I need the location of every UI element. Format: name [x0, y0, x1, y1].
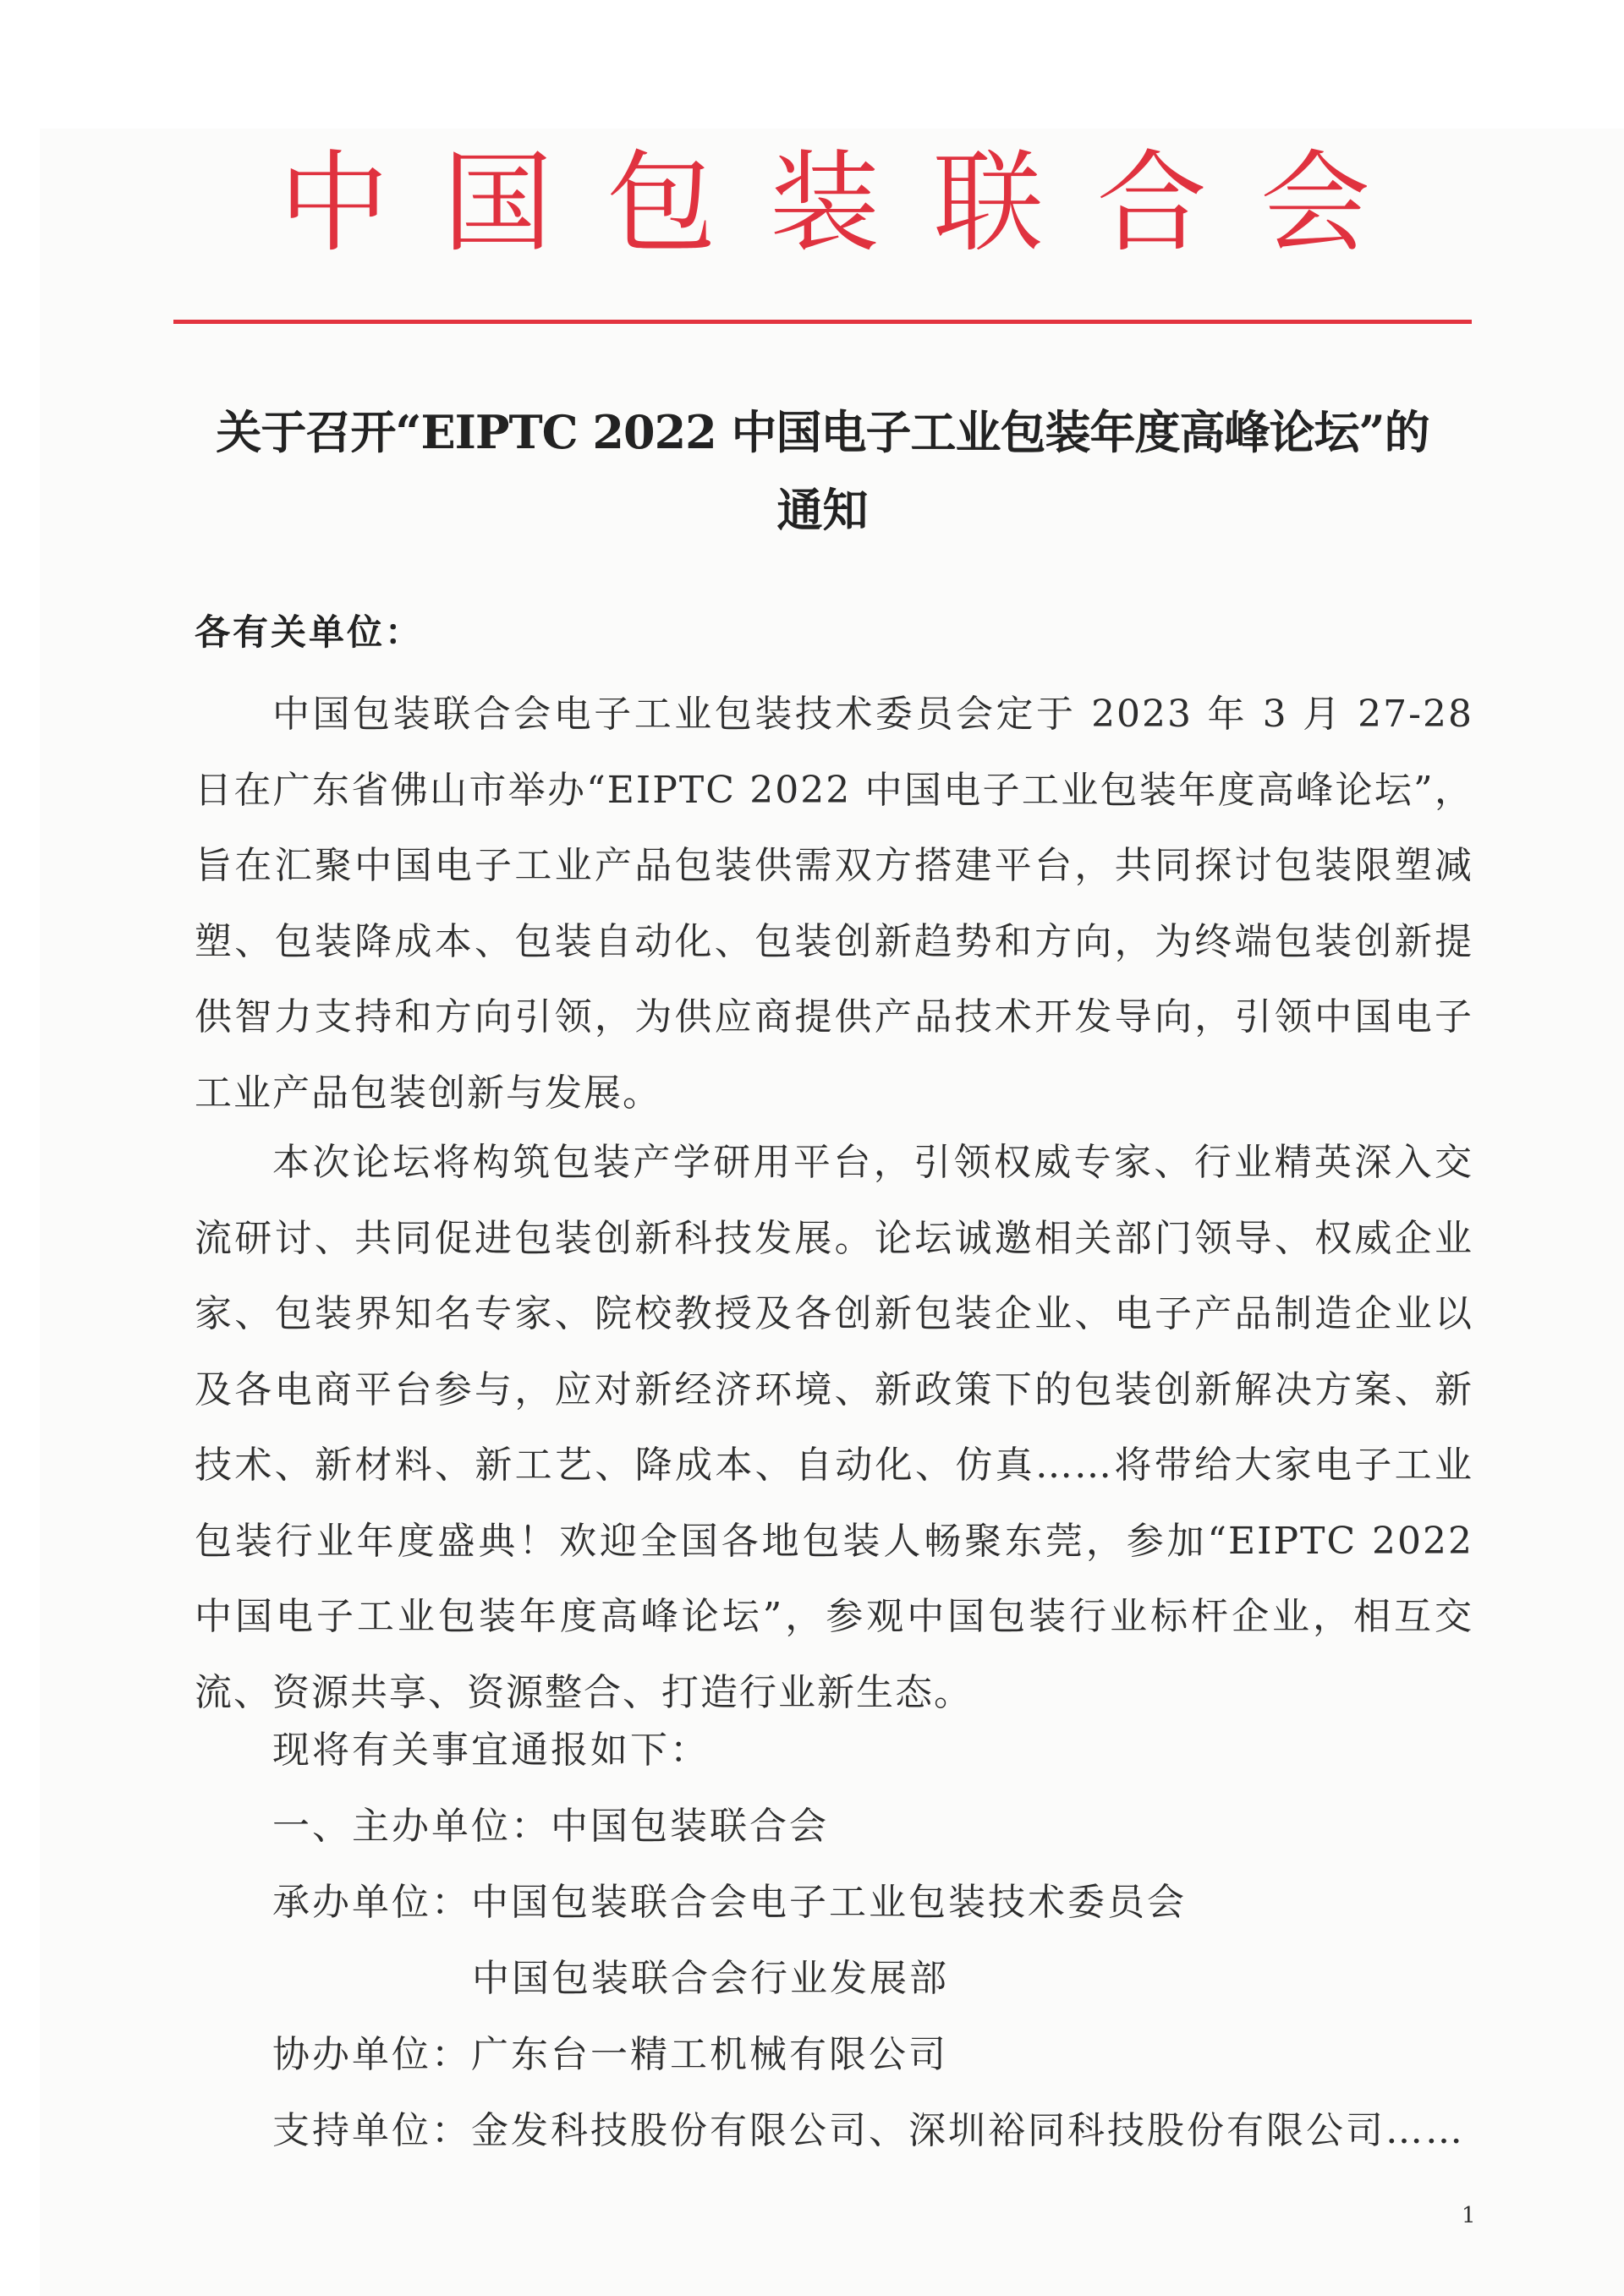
supporter-unit-label: 支持单位：	[272, 2109, 471, 2152]
co-organizer-unit-row	[272, 2030, 948, 2080]
masthead-char: 国	[442, 139, 553, 267]
page-number: 1	[1462, 2203, 1476, 2228]
organizer-unit-row-2	[472, 1954, 949, 2004]
title-line-2: 通知	[776, 483, 869, 537]
masthead-char: 中	[279, 139, 390, 267]
masthead-char: 包	[606, 139, 716, 267]
host-unit-value: 中国包装联合会	[551, 1805, 829, 1848]
salutation: 各有关单位：	[195, 611, 424, 653]
masthead-char: 合	[1096, 139, 1207, 267]
document-title	[169, 393, 1476, 549]
organizer-unit-label: 承办单位：	[272, 1881, 471, 1924]
title-line-1: 关于召开“EIPTC 2022 中国电子工业包装年度高峰论坛”的	[216, 405, 1429, 459]
masthead-char: 联	[933, 139, 1044, 267]
body-paragraph-1-container	[195, 677, 1473, 1131]
host-unit-row	[272, 1801, 829, 1852]
letterhead-divider	[173, 320, 1472, 324]
organizer-unit-row	[272, 1877, 1187, 1928]
host-unit-label: 一、主办单位：	[272, 1805, 551, 1848]
organizer-unit-value: 中国包装联合会电子工业包装技术委员会	[471, 1881, 1187, 1924]
intro-line: 现将有关事宜通报如下：	[272, 1729, 710, 1772]
body-paragraph-2-container	[195, 1125, 1473, 1730]
masthead-char: 会	[1259, 139, 1370, 267]
letterhead-masthead	[279, 140, 1370, 266]
co-organizer-unit-value: 广东台一精工机械有限公司	[471, 2033, 948, 2076]
co-organizer-unit-label: 协办单位：	[272, 2033, 471, 2076]
supporter-unit-value: 金发科技股份有限公司、深圳裕同科技股份有限公司……	[471, 2109, 1465, 2152]
body-paragraph: 中国包装联合会电子工业包装技术委员会定于 2023 年 3 月 27-28 日在广东省佛山市举办“EIPTC 2022 中国电子工业包装年度高峰论坛”，旨在汇聚中国电子工业产品包装供需双方搭建平台，共同探讨包装限塑减塑、包装降成本、包装自动化、包装创新趋势和方向，为终端包装创新提供智力支持和方向引领，为供应商提供产品技术开发导向，引领中国电子工业产品包装创新与发展。	[195, 693, 1473, 1115]
supporter-unit-row	[272, 2106, 1465, 2156]
organizer-unit-value-2: 中国包装联合会行业发展部	[472, 1957, 949, 2000]
masthead-char: 装	[769, 139, 880, 267]
body-paragraph: 本次论坛将构筑包装产学研用平台，引领权威专家、行业精英深入交流研讨、共同促进包装创新科技发展。论坛诚邀相关部门领导、权威企业家、包装界知名专家、院校教授及各创新包装企业、电子产品制造企业以及各电商平台参与，应对新经济环境、新政策下的包装创新解决方案、新技术、新材料、新工艺、降成本、自动化、仿真……将带给大家电子工业包装行业年度盛典！欢迎全国各地包装人畅聚东莞，参加“EIPTC 2022 中国电子工业包装年度高峰论坛”，参观中国包装行业标杆企业，相互交流、资源共享、资源整合、打造行业新生态。	[195, 1141, 1473, 1714]
